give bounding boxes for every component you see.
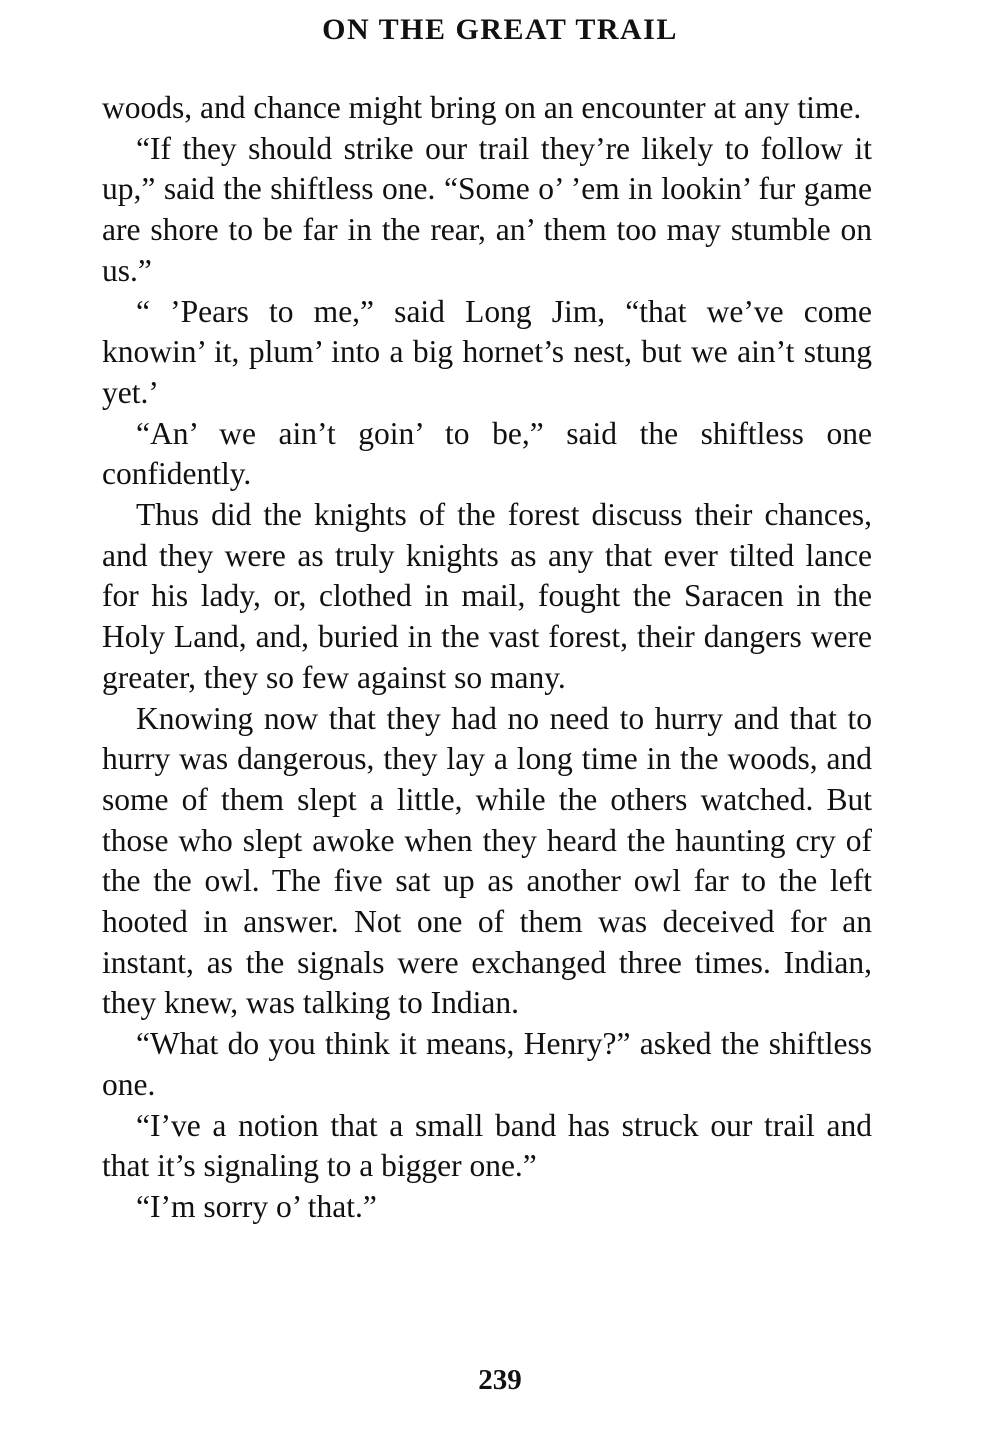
paragraph: “If they should strike our trail they’re likely to follow it up,” said the shiftless one. “Some o’ ’em in lookin’ fur game are shore to be far in the rear, an’ them too may stumble on us.” [102,130,872,288]
paragraph: Thus did the knights of the forest discuss their chances, and they were as truly knights as any that ever tilted lance for his lady, or, clothed in mail, fought the Saracen in the Holy Land, and, buried in the vast forest, their dangers were greater, they so few against so many. [102,497,872,695]
body-text [102,88,872,1228]
running-head: ON THE GREAT TRAIL [322,13,678,46]
paragraph-continued: woods, and chance might bring on an encounter at any time. [102,90,862,125]
paragraph: “ ’Pears to me,” said Long Jim, “that we’ve come knowin’ it, plum’ into a big hornet’s nest, but we ain’t stung yet.’ [102,293,872,410]
paragraph: Knowing now that they had no need to hurry and that to hurry was dangerous, they lay a long time in the woods, and some of them slept a little, while the others watched. But those who slept awoke when they heard the haunting cry of the the owl. The five sat up as another owl far to the left hooted in answer. Not one of them was deceived for an instant, as the signals were exchanged three times. Indian, they knew, was talking to Indian. [102,700,872,1021]
paragraph: “What do you think it means, Henry?” asked the shiftless one. [102,1026,872,1102]
paragraph: “An’ we ain’t goin’ to be,” said the shiftless one confidently. [102,415,872,492]
paragraph: “I’ve a notion that a small band has struck our trail and that it’s signaling to a bigger one.” [102,1107,872,1184]
page-number: 239 [478,1364,522,1396]
paragraph: “I’m sorry o’ that.” [136,1188,377,1224]
